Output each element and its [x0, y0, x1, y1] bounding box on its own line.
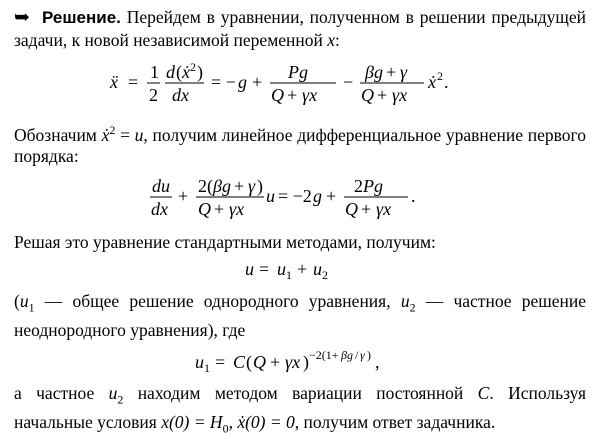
cond-x0: x(0) = H	[161, 411, 223, 432]
svg-text:+: +	[297, 258, 308, 279]
svg-text:+: +	[214, 199, 225, 220]
svg-text:2: 2	[322, 267, 328, 282]
equation-4	[0, 349, 600, 377]
svg-text:): )	[303, 351, 309, 372]
svg-text:γx: γx	[285, 351, 301, 372]
paragraph-substitution: Обозначим ẋ$^2$ = u, получим линейное дифференциальное уравнение первого порядка:	[14, 122, 586, 167]
svg-text:2: 2	[190, 60, 196, 74]
svg-text:g: g	[313, 186, 322, 207]
svg-text:−2(1+: −2(1+	[309, 347, 339, 362]
svg-text:1: 1	[150, 62, 159, 82]
particular-text-a: а частное	[14, 383, 109, 404]
svg-text:+: +	[287, 85, 298, 105]
intro-colon: :	[335, 30, 340, 50]
svg-text:(: (	[246, 351, 252, 372]
svg-text:γx: γx	[229, 199, 245, 220]
svg-text:+: +	[326, 186, 337, 207]
equation-1-svg	[110, 59, 490, 107]
svg-text:+: +	[270, 351, 281, 372]
svg-text:βg: βg	[213, 176, 231, 197]
svg-text:Q: Q	[253, 351, 266, 372]
equation-4-svg	[195, 349, 405, 373]
svg-text:γx: γx	[392, 85, 408, 105]
svg-text:g: g	[238, 72, 247, 92]
svg-text:=: =	[128, 72, 139, 92]
arrow-icon: ➥	[14, 6, 30, 28]
svg-text:2: 2	[149, 85, 158, 105]
svg-text:Q: Q	[271, 85, 284, 105]
svg-text:u: u	[245, 258, 254, 279]
svg-text:=: =	[215, 351, 226, 372]
equation-3	[0, 259, 600, 285]
cond-xd0: ẋ(0) = 0	[237, 411, 295, 432]
svg-text:): )	[367, 347, 371, 362]
var-c: C	[477, 383, 490, 404]
svg-text:ẋ: ẋ	[182, 62, 190, 82]
particular-text-b: находим методом вариации постоянной	[123, 383, 478, 404]
cond-x0-sub: 0	[222, 421, 229, 436]
equation-2-svg	[150, 173, 450, 221]
solution-heading: Решение.	[42, 8, 121, 27]
svg-text:u: u	[195, 351, 204, 372]
svg-text:ẍ: ẍ	[110, 72, 118, 92]
svg-text:ẋ: ẋ	[428, 72, 436, 92]
svg-text:Pg: Pg	[288, 62, 308, 82]
var-u2-sub: 2	[409, 300, 416, 315]
svg-text:+: +	[377, 85, 388, 105]
svg-text:dx: dx	[172, 85, 189, 105]
general-text-c: — частное решение неоднородного уравнения), где	[14, 291, 587, 340]
svg-text:.: .	[444, 72, 449, 92]
svg-text:γ: γ	[400, 62, 408, 82]
svg-text:1: 1	[286, 267, 292, 282]
var-u1-sub: 1	[28, 300, 35, 315]
paragraph-particular: а частное $u_2$ находим методом вариации постоянной C. Используя начальные условия $x(0) = H_0$, ẋ(0) = 0, получим ответ задачника.	[14, 383, 586, 436]
equation-2	[0, 173, 600, 225]
svg-text:1: 1	[204, 360, 210, 375]
svg-text:γx: γx	[302, 85, 318, 105]
paragraph-solving: Решая это уравнение стандартными методами, получим:	[14, 231, 436, 252]
var-u1: u	[19, 291, 29, 312]
svg-text:+: +	[234, 176, 245, 197]
svg-text:γ: γ	[360, 347, 365, 362]
svg-text:u: u	[266, 186, 275, 207]
svg-text:2: 2	[437, 69, 443, 83]
var-x: x	[327, 30, 336, 50]
svg-text:Q: Q	[198, 199, 211, 220]
equation-1	[0, 59, 600, 111]
svg-text:=: =	[259, 258, 270, 279]
svg-text:d: d	[166, 62, 175, 82]
svg-text:(: (	[176, 62, 182, 82]
svg-text:2(: 2(	[198, 176, 213, 197]
svg-text:Pg: Pg	[363, 176, 383, 197]
svg-text:,: ,	[375, 351, 380, 372]
svg-text:γ: γ	[248, 176, 256, 197]
subst-eq: =	[115, 124, 135, 145]
svg-text:βg: βg	[341, 347, 353, 362]
paren-open: (	[14, 291, 20, 312]
subst-text-a: Обозначим	[14, 124, 102, 145]
paragraph-intro	[0, 6, 600, 51]
svg-text:u: u	[313, 258, 322, 279]
svg-text:dx: dx	[151, 199, 168, 220]
svg-text:−: −	[343, 72, 354, 92]
svg-text:= −: = −	[211, 72, 236, 92]
intro-text: Перейдем в уравнении, полученном в решении предыдущей задачи, к новой независимой переменной	[14, 7, 587, 50]
svg-text:+: +	[361, 199, 372, 220]
paragraph-general	[0, 290, 600, 341]
svg-text:= −2: = −2	[278, 186, 312, 207]
general-text-b: — общее решение однородного уравнения,	[34, 291, 401, 312]
svg-text:2: 2	[354, 176, 363, 197]
svg-text:+: +	[386, 62, 397, 82]
svg-text:Q: Q	[345, 199, 358, 220]
var-u2: u	[400, 291, 410, 312]
svg-text:+: +	[178, 186, 189, 207]
svg-text:/: /	[355, 347, 359, 362]
svg-text:u: u	[277, 258, 286, 279]
particular-text-c: . Используя начальные условия	[14, 383, 586, 432]
svg-text:): )	[257, 176, 263, 197]
svg-text:+: +	[252, 72, 263, 92]
var-u: u	[134, 124, 144, 145]
svg-text:): )	[197, 62, 203, 82]
particular-text-d: , получим ответ задачника.	[294, 411, 496, 432]
var-u2b: u	[108, 383, 118, 404]
svg-text:du: du	[152, 176, 170, 197]
equation-3-svg	[245, 259, 355, 281]
svg-text:γx: γx	[376, 199, 392, 220]
subst-text-c: , получим линейное дифференциальное уравнение первого порядка:	[14, 124, 586, 167]
var-u2b-sub: 2	[117, 392, 124, 407]
svg-text:βg: βg	[365, 62, 383, 82]
svg-text:Q: Q	[361, 85, 374, 105]
svg-text:.: .	[411, 186, 416, 207]
svg-text:C: C	[233, 351, 246, 372]
